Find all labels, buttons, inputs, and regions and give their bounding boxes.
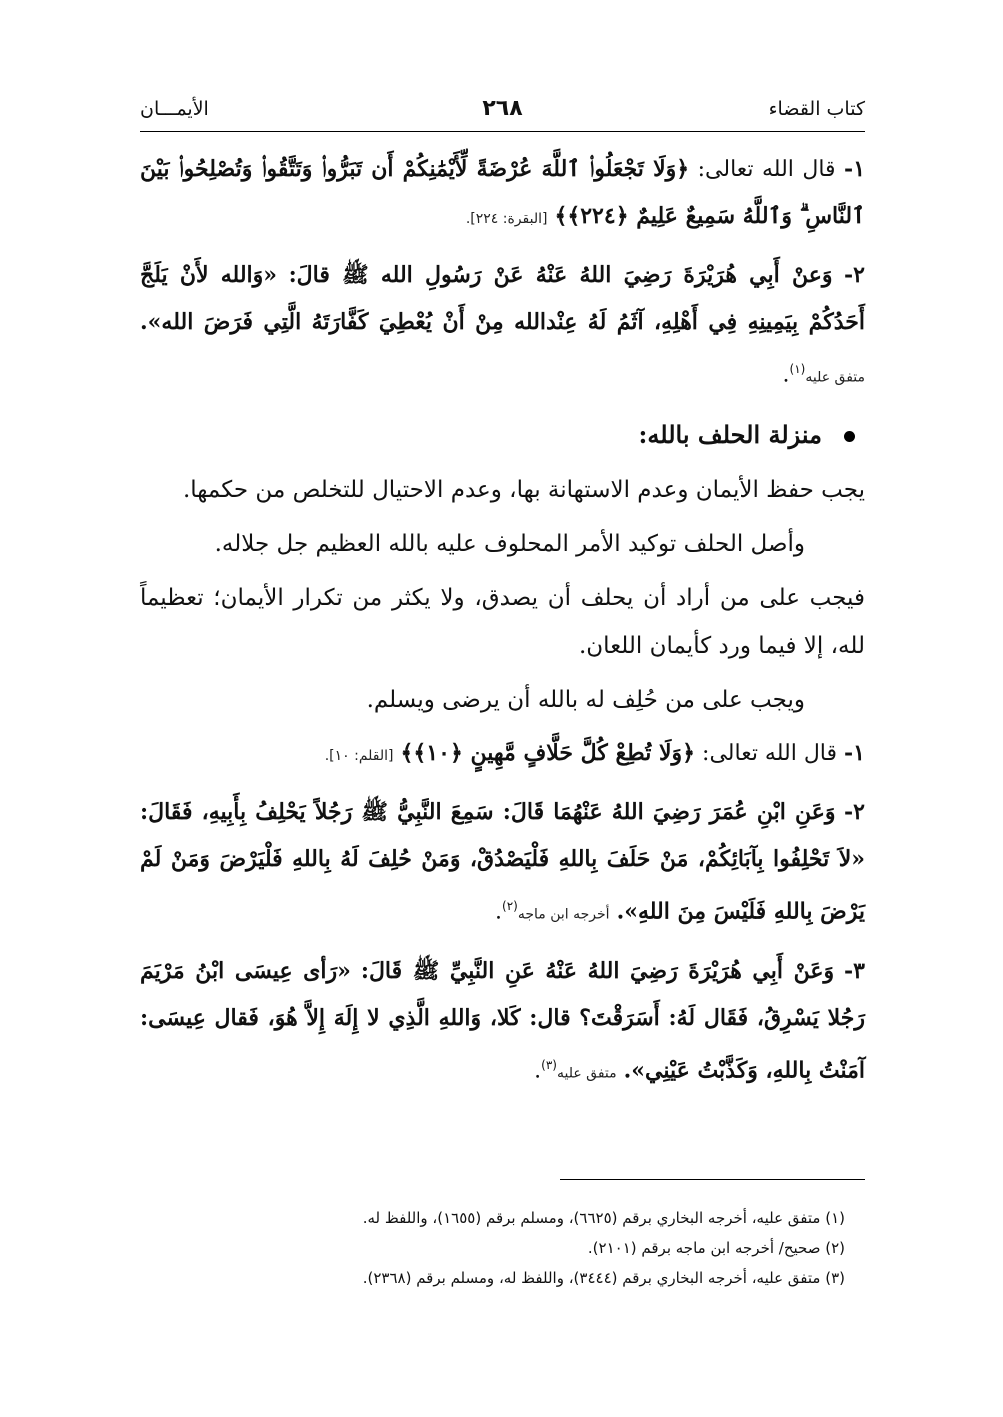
item-number: ١- <box>844 740 865 767</box>
hadith-item-2 <box>140 252 865 400</box>
paragraph: وأصل الحلف توكيد الأمر المحلوف عليه بالله العظيم جل جلاله. <box>214 531 805 558</box>
header-book-title: كتاب القضاء <box>768 98 865 120</box>
footnote-divider <box>560 1179 865 1180</box>
page-number: ٢٦٨ <box>482 96 523 121</box>
verse-item-1 <box>140 146 865 242</box>
quran-verse: ﴿وَلَا تَجْعَلُوا۟ ٱللَّهَ عُرْضَةً لِّأَيْمَٰنِكُمْ أَن تَبَرُّوا۟ وَتَتَّقُوا۟ وَتُصْلِحُوا۟ بَيْنَ ٱلنَّاسِ ۗ وَٱللَّهُ سَمِيعٌ عَلِيمٌ ﴿٢٢٤﴾﴾ <box>140 156 865 229</box>
quran-verse: ﴿وَلَا تُطِعْ كُلَّ حَلَّافٍ مَّهِينٍ ﴿١٠﴾﴾ <box>400 740 696 767</box>
verse-reference: [البقرة: ٢٢٤]. <box>465 211 548 227</box>
hadith-narration: وَعَنْ أَبِي هُرَيْرَةَ رَضِيَ اللهُ عَنْهُ عَنِ النَّبِيِّ ﷺ قَالَ: <box>360 957 835 984</box>
item-number: ١- <box>844 156 866 182</box>
sentence-end: . <box>495 899 503 925</box>
paragraph: ويجب على من حُلِف له بالله أن يرضى ويسلم. <box>366 687 805 714</box>
hadith-text: «لاَ تَحْلِفُوا بِآبَائِكُمْ، مَنْ حَلَفَ بِاللهِ فَلْيَصْدُقْ، وَمَنْ حُلِفَ لَهُ بِاللهِ فَلْيَرْضَ وَمَنْ لَمْ يَرْضَ بِاللهِ فَلَيْسَ مِنَ اللهِ». <box>140 846 865 925</box>
paragraph: يجب حفظ الأيمان وعدم الاستهانة بها، وعدم الاحتيال للتخلص من حكمها. <box>182 477 865 504</box>
running-header <box>140 96 865 132</box>
verse-item-1 <box>140 730 865 779</box>
bullet-icon <box>844 431 855 442</box>
sentence-end: . <box>534 1057 542 1083</box>
footnotes <box>140 1203 865 1293</box>
footnote-3: (٣) متفق عليه، أخرجه البخاري برقم (٣٤٤٤)، واللفظ له، ومسلم برقم (٢٣٦٨). <box>362 1269 845 1287</box>
header-chapter-title: الأيمـــان <box>140 98 209 120</box>
header-divider <box>140 131 865 132</box>
item-number: ٢- <box>844 262 865 288</box>
footnote-2: (٢) صحيح/ أخرجه ابن ماجه برقم (٢١٠١). <box>587 1239 845 1257</box>
paragraph: فيجب على من أراد أن يحلف أن يصدق، ولا يكثر من تكرار الأيمان؛ تعظيماً لله، إلا فيما ورد كأيمان اللعان. <box>140 585 865 660</box>
hadith-source: أخرجه ابن ماجه <box>517 906 610 923</box>
item-number: ٢- <box>844 799 865 826</box>
sentence-end: . <box>782 362 790 388</box>
verse-intro: قال الله تعالى: <box>702 741 838 767</box>
hadith-narration: وَعَنِ ابْنِ عُمَرَ رَضِيَ اللهُ عَنْهُمَا قَالَ: سَمِعَ النَّبِيُّ ﷺ رَجُلاً يَحْلِفُ بِأَبِيهِ، فَقَالَ: <box>140 799 836 826</box>
verse-reference: [القلم: ١٠]. <box>324 748 394 765</box>
footnote-marker[interactable]: (١) <box>789 362 806 376</box>
hadith-source: متفق عليه <box>556 1064 617 1081</box>
footnote-1: (١) متفق عليه، أخرجه البخاري برقم (٦٦٢٥)، ومسلم برقم (١٦٥٥)، واللفظ له. <box>362 1209 845 1227</box>
hadith-text: «وَالله لأَنْ يَلَجَّ أَحَدُكُمْ بِيَمِينِهِ فِي أَهْلِهِ، آثَمُ لَهُ عِنْدالله مِنْ أَنْ يُعْطِيَ كَفَّارَتَهُ الَّتِي فَرَضَ الله». <box>140 262 865 335</box>
hadith-item-3 <box>140 948 865 1096</box>
footnote-marker[interactable]: (٣) <box>541 1057 557 1072</box>
footnote-marker[interactable]: (٢) <box>502 899 518 914</box>
section-heading <box>140 412 865 458</box>
hadith-source: متفق عليه <box>805 369 865 386</box>
hadith-narration: وَعنْ أَبِي هُرَيْرَةَ رَضِيَ اللهُ عَنْهُ عَنْ رَسُولِ الله ﷺ قالَ: <box>288 262 833 288</box>
hadith-text: «رَأى عِيسَى ابْنُ مَرْيَمَ رَجُلا يَسْرِقُ، فَقَال لَهُ: أَسَرَقْتَ؟ قال: كَلا، وَاللهِ الَّذِي لا إِلَهَ إِلاَّ هُوَ، فَقال عِيسَى: آمَنْتُ بِاللهِ، وَكَذَّبْتُ عَيْنِي». <box>140 957 865 1083</box>
main-text <box>140 146 865 1106</box>
hadith-item-2 <box>140 789 865 937</box>
verse-intro: قال الله تعالى: <box>697 157 836 182</box>
section-heading-text: منزلة الحلف بالله: <box>638 420 822 450</box>
item-number: ٣- <box>844 957 865 984</box>
